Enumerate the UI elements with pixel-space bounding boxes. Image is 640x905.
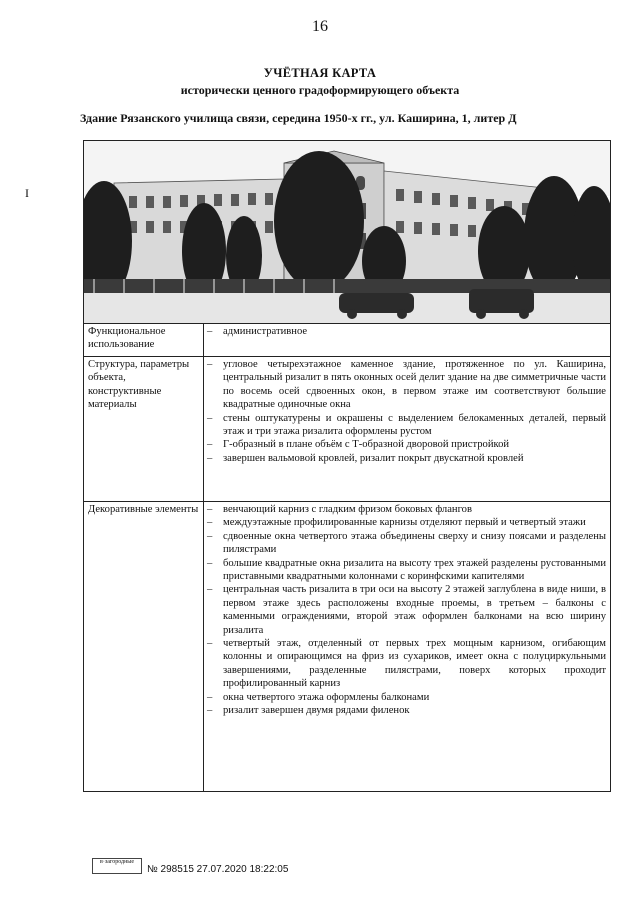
row-decorative [84, 502, 611, 792]
list-item: – угловое четырехэтажное каменное здание, протяженное по ул. Каширина, центральный ризалит в пять оконных осей делит здание на две симметричные части по восемь осей сдвоенных окон, в первом этаже им соответствуют большие квадратные одиночные окна [207, 358, 606, 412]
list-item: – административное [207, 325, 606, 338]
list-item: – сдвоенные окна четвертого этажа объединены сверху и снизу поясами и разделены пилястрами [207, 530, 606, 557]
page-number: 16 [312, 18, 328, 35]
list-item: – Г-образный в плане объём с Т-образной дворовой пристройкой [207, 438, 606, 451]
margin-mark: I [25, 186, 29, 200]
row-value [204, 324, 611, 357]
building-photo [83, 140, 611, 323]
registration-stamp: № 298515 27.07.2020 18:22:05 [147, 864, 289, 875]
list-item: – завершен вальмовой кровлей, ризалит покрыт двускатной кровлей [207, 452, 606, 465]
document-subtitle: исторически ценного градоформирующего объекта [180, 83, 460, 97]
list-item: – большие квадратные окна ризалита на высоту трех этажей разделены рустованными приставными квадратными колоннами с коринфскими капителями [207, 557, 606, 584]
document-title: УЧЁТНАЯ КАРТА [263, 66, 377, 80]
list-item: – стены оштукатурены и окрашены с выделением белокаменных деталей, первый этаж и три этажа ризалита оформлены рустом [207, 412, 606, 439]
row-label: Функциональное использование [84, 324, 204, 357]
row-value [204, 357, 611, 502]
row-function [84, 324, 611, 357]
list-item: – окна четвертого этажа оформлены балконами [207, 691, 606, 704]
list-item: – ризалит завершен двумя рядами филенок [207, 704, 606, 717]
list-item: – междуэтажные профилированные карнизы отделяют первый и четвертый этажи [207, 516, 606, 529]
record-table [83, 323, 611, 792]
list-item: – центральная часть ризалита в три оси на высоту 2 этажей заглублена в виде ниши, в первом этаже здесь расположены входные проемы, в третьем – балконы с каменными ограждениями, второй этаж оформлен балконами на всю ширину ризалита [207, 583, 606, 637]
list-item: – венчающий карниз с гладким фризом боковых флангов [207, 503, 606, 516]
row-value [204, 502, 611, 792]
registry-logo: в·загородные [92, 858, 142, 874]
building-photo-icon [84, 141, 610, 323]
list-item: – четвертый этаж, отделенный от первых трех мощным карнизом, огибающим колонны и опирающимся на фриз из сухариков, имеет окна с полуциркульными завершениями, разделенные пилястрами, поверх которых проходит профилированный карниз [207, 637, 606, 691]
row-label: Структура, параметры объекта, конструктивные материалы [84, 357, 204, 502]
object-name: Здание Рязанского училища связи, середина 1950-х гг., ул. Каширина, 1, литер Д [80, 111, 517, 125]
row-structure [84, 357, 611, 502]
row-label: Декоративные элементы [84, 502, 204, 792]
